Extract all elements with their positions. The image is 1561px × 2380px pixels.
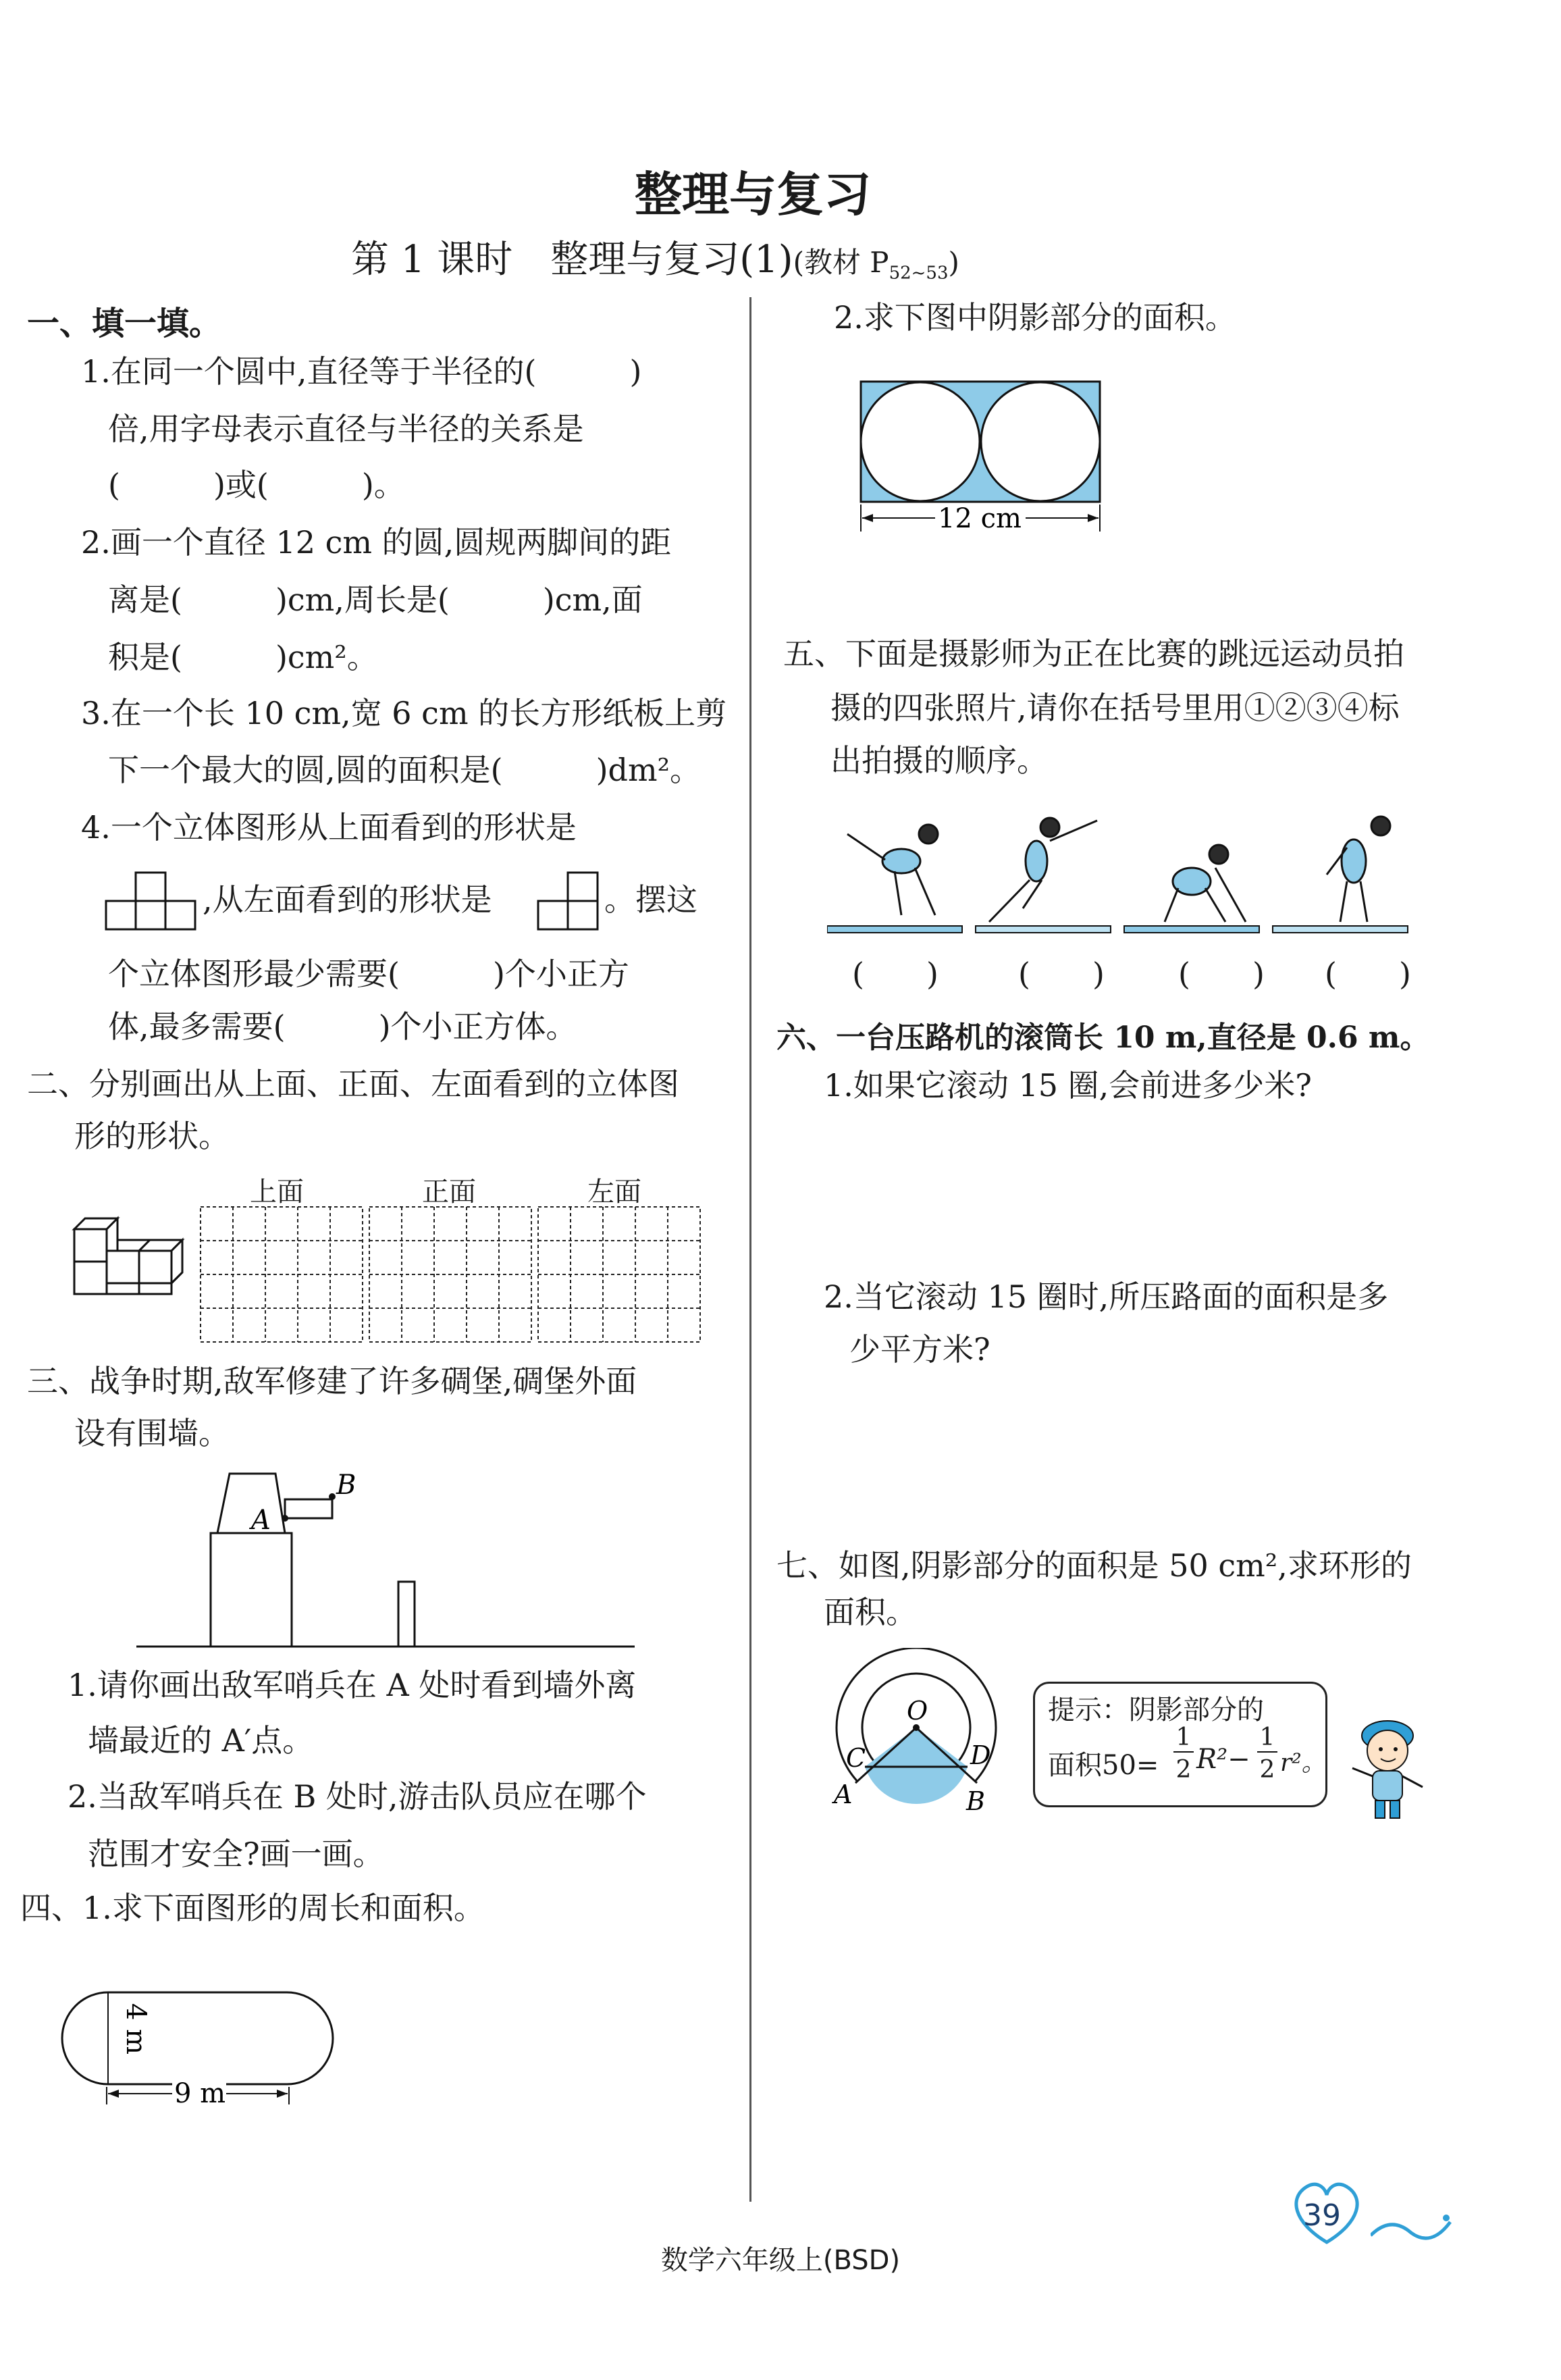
q1-4-line-d: 体,最多需要( )个小正方体。: [108, 1008, 577, 1045]
lesson-name: 第 1 课时 整理与复习(1): [351, 238, 793, 282]
wave-decoration-icon: [1371, 2208, 1452, 2249]
grid-label-top: 上面: [250, 1176, 304, 1208]
q6-2-line-a: 2.当它滚动 15 圈时,所压路面的面积是多: [824, 1278, 1389, 1315]
section-2-line-a: 二、分别画出从上面、正面、左面看到的立体图: [27, 1066, 679, 1102]
section-1-title: 一、填一填。: [27, 305, 222, 342]
q1-4-line-a: 4.一个立体图形从上面看到的形状是: [81, 809, 577, 846]
q6-2-line-b: 少平方米?: [849, 1331, 990, 1368]
book-footer: 数学六年级上(BSD): [660, 2245, 901, 2276]
q4-2-title: 2.求下图中阴影部分的面积。: [834, 299, 1236, 336]
circles-figure: [854, 375, 1111, 537]
drawing-grids[interactable]: [199, 1206, 706, 1347]
photo-bracket-4[interactable]: ( ): [1325, 956, 1411, 992]
section-3-line-a: 三、战争时期,敌军修建了许多碉堡,碉堡外面: [27, 1363, 637, 1399]
photo-bracket-1[interactable]: ( ): [852, 956, 938, 992]
ring-label-d: D: [970, 1740, 991, 1770]
photo-bracket-2[interactable]: ( ): [1018, 956, 1105, 992]
section-7-line-a: 七、如图,阴影部分的面积是 50 cm²,求环形的: [776, 1547, 1412, 1584]
dim-9m: 9 m: [174, 2078, 226, 2107]
q1-3-line-a: 3.在一个长 10 cm,宽 6 cm 的长方形纸板上剪: [81, 695, 727, 731]
q1-4-line-b1: ,从左面看到的形状是: [203, 881, 492, 918]
ring-label-a: A: [834, 1780, 853, 1809]
q1-3-line-b: 下一个最大的圆,圆的面积是( )dm²。: [108, 752, 702, 788]
column-divider: [749, 297, 751, 2202]
jumper-4: [1327, 817, 1390, 922]
q3-2-line-a: 2.当敌军哨兵在 B 处时,游击队员应在哪个: [68, 1778, 647, 1815]
hint-frac1-den: 2: [1175, 1756, 1192, 1784]
ring-figure: [820, 1648, 1009, 1823]
page-title: 整理与复习: [635, 166, 871, 222]
jumper-3: [1165, 845, 1246, 922]
q1-1-line-b: 倍,用字母表示直径与半径的关系是: [108, 411, 584, 447]
section-3-line-b: 设有围墙。: [74, 1415, 230, 1451]
q1-4-line-c: 个立体图形最少需要( )个小正方: [108, 956, 629, 992]
textbook-ref: (教材 $P_{52\sim 53}$): [793, 246, 959, 284]
ring-label-c: C: [846, 1743, 866, 1773]
hint-frac2-num: 1: [1257, 1724, 1277, 1753]
q3-1-line-a: 1.请你画出敌军哨兵在 A 处时看到墙外离: [68, 1667, 637, 1703]
page-number: 39: [1303, 2198, 1341, 2233]
hint-line-1: 提示：阴影部分的: [1048, 1695, 1264, 1726]
dim-12cm: 12 cm: [938, 503, 1022, 534]
section-5-line-c: 出拍摄的顺序。: [830, 742, 1048, 779]
label-b: B: [336, 1470, 356, 1501]
section-2-line-b: 形的形状。: [74, 1118, 230, 1154]
grid-label-front: 正面: [422, 1176, 476, 1208]
q1-1-line-c: ( )或( )。: [108, 467, 405, 503]
ring-label-o: O: [907, 1696, 928, 1726]
hint-frac2-den: 2: [1259, 1756, 1275, 1784]
ring-label-b: B: [966, 1786, 985, 1816]
cartoon-boy-icon: [1340, 1709, 1435, 1823]
section-6-title: 六、一台压路机的滚筒长 10 m,直径是 0.6 m。: [776, 1020, 1430, 1055]
hint-frac1-num: 1: [1173, 1724, 1194, 1753]
jumper-1: [847, 825, 938, 915]
dim-4m: 4 m: [120, 2003, 151, 2055]
label-a: A: [251, 1505, 271, 1536]
hint-line-2-prefix: 面积50=: [1048, 1750, 1159, 1781]
section-5-line-b: 摄的四张照片,请你在括号里用①②③④标: [830, 690, 1400, 726]
section-7-line-b: 面积。: [824, 1594, 917, 1630]
q6-1: 1.如果它滚动 15 圈,会前进多少米?: [824, 1067, 1312, 1104]
left-view-shape: [537, 864, 604, 932]
q1-2-line-a: 2.画一个直径 12 cm 的圆,圆规两脚间的距: [81, 524, 672, 561]
fort-diagram: [135, 1466, 641, 1655]
photo-bracket-3[interactable]: ( ): [1178, 956, 1265, 992]
stadium-figure: [61, 1986, 344, 2107]
q1-4-line-b2: 。摆这: [604, 881, 697, 918]
section-4-title: 四、1.求下面图形的周长和面积。: [20, 1890, 485, 1926]
jumper-2: [989, 818, 1097, 922]
q1-2-line-b: 离是( )cm,周长是( )cm,面: [108, 581, 643, 618]
grid-label-left: 左面: [587, 1176, 641, 1208]
lesson-subtitle: [351, 230, 959, 284]
hint-r-big: R²−: [1196, 1744, 1250, 1775]
top-view-shape: [105, 864, 199, 932]
section-5-line-a: 五、下面是摄影师为正在比赛的跳远运动员拍: [783, 636, 1404, 672]
q1-2-line-c: 积是( )cm²。: [108, 639, 378, 675]
hint-r-small: r²。: [1280, 1749, 1326, 1777]
solid-figure: [68, 1209, 189, 1303]
jumper-photos: [827, 807, 1421, 942]
q3-2-line-b: 范围才安全?画一画。: [88, 1836, 384, 1872]
q3-1-line-b: 墙最近的 A′点。: [88, 1722, 314, 1759]
q1-1-line-a: 1.在同一个圆中,直径等于半径的( ): [81, 353, 642, 390]
